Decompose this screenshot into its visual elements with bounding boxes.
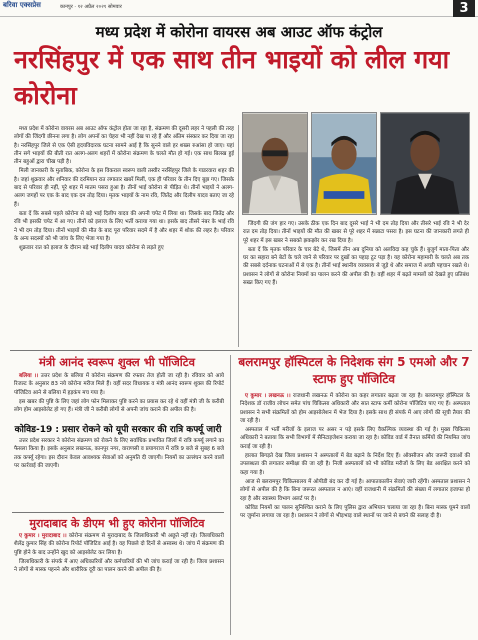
issue-date: कानपुर · १२ अप्रैल २०२१ सोमवार — [60, 4, 122, 10]
photo-brother-1 — [242, 112, 308, 215]
curfew-headline: कोविड-19 : प्रसार रोकने को यूपी सरकार की रात्रि कर्फ्यू जारी — [14, 425, 222, 435]
newspaper-logo: बरिवा एक्सप्रेस — [3, 1, 41, 9]
story-dm-body: ए कुमार । मुरादाबाद ।। कोरोना संक्रमण से मुरादाबाद के जिलाधिकारी भी अछूते नहीं रहे। जिलाधिकारी शैलेंद्र कुमार सिंह की कोरोना रिपोर्ट पॉजिटिव आई है। वह पिछले दो दिनों से अस्वस्थ थे। जांच में संक्रमण की पुष्टि होने के बाद उन्होंने खुद को आइसोलेट कर लिया है। जिलाधिकारी के संपर्क में आए अधिकारियों और कर्मचारियों की भी जांच कराई जा रही है। जिला प्रशासन ने लोगों से मास्क पहनने और शारीरिक दूरी का पालन करने की अपील की है। — [14, 533, 224, 574]
portrait-1-icon — [243, 113, 307, 214]
lead-headline: नरसिंहपुर में एक साथ तीन भाइयों को लील गया कोरोना — [14, 45, 450, 110]
curfew-body: उत्तर प्रदेश सरकार ने कोरोना संक्रमण को रोकने के लिए सर्वाधिक प्रभावित जिलों में रात्रि कर्फ्यू लगाने का फैसला किया है। इसके अनुसार लखनऊ, कानपुर नगर, वाराणसी व प्रयागराज में रात्रि 9 बजे से सुबह 6 बजे तक कर्फ्यू रहेगा। इस दौरान केवल आवश्यक सेवाओं को अनुमति दी जाएगी। नियमों का उल्लंघन करने वालों पर कार्रवाई की जाएगी। — [14, 438, 224, 469]
story-hospital-headline: बलरामपुर हॉस्पिटल के निदेशक संग 5 एमओ और 7 स्टाफ हुए पॉजिटिव — [238, 355, 470, 386]
story-dm-byline: ए कुमार । मुरादाबाद ।। — [19, 533, 67, 539]
story-hospital-byline: ए कुमार । लखनऊ ।। — [245, 393, 291, 399]
photo-brother-2 — [311, 112, 377, 215]
page-number: 3 — [453, 0, 475, 17]
column-divider-lower — [230, 355, 231, 635]
lead-body-right: जिंदगी की जंग हार गए। उसके ठीक एक दिन बाद दूसरे भाई ने भी दम तोड़ दिया और तीसरे भाई रवि ने भी देर रात दम तोड़ दिया। तीनों भाइयों की मौत की खबर से पूरे शहर में सन्नाटा पसरा है। इस घटना की जानकारी लगते ही पूरे शहर में इस खबर ने सबको झकझोर कर रख दिया है। बता दें कि मृतक परिवार के चार बेटे थे, जिसमें तीन अब दुनिया को अलविदा कह चुके हैं। बुजुर्ग माता-पिता और घर का सहारा बने बेटों के चले जाने से परिवार पर दुखों का पहाड़ टूट पड़ा है। यह कोरोना महामारी के चलते अब तक की सबसे दर्दनाक घटनाओं में से एक है। तीनों भाई स्थानीय व्यवसाय से जुड़े थे और समाज में अच्छी पहचान रखते थे। प्रशासन ने लोगों से कोरोना नियमों का पालन करने की अपील की है। वहीं शहर में बढ़ते मामलों को देखते हुए प्रतिबंध सख्त किए गए हैं। — [243, 221, 469, 287]
story-minister-headline: मंत्री आनंद स्वरूप शुक्ल भी पॉजिटिव — [39, 355, 195, 369]
story-minister-body: बलिया ।। उत्तर प्रदेश के बलिया में कोरोना संक्रमण की रफ्तार तेज होती जा रही है। रविवार को आये रिजल्ट के अनुसार 83 नये कोरोना मरीज मिले हैं। वहीं सदर विधायक व मंत्री आनंद स्वरूप शुक्ल की रिपोर्ट पॉजिटिव आने से बलिया में हड़कंप मच गया है। इस खबर की पुष्टि के लिए जहां लोग फोन मिलाकर पुष्टि करने का प्रयास कर रहे थे वहीं मंत्री जी के करीबी लोग होम आइसोलेट हो गए हैं। मंत्री जी ने करीबी लोगों से अपनी जांच कराने की अपील की है। — [14, 373, 224, 414]
masthead — [0, 0, 478, 17]
lead-kicker: मध्य प्रदेश में कोरोना वायरस अब आउट ऑफ कंट्रोल — [95, 23, 383, 41]
story-hospital-body: ए कुमार । लखनऊ ।। राजधानी लखनऊ में कोरोना का कहर लगातार बढ़ता जा रहा है। बलरामपुर हॉस्पिटल के निदेशक डॉ राजीव लोचन समेत पांच चिकित्सा अधिकारी और सात स्टाफ कर्मी कोरोना पॉजिटिव पाए गए हैं। अस्पताल प्रशासन ने सभी संक्रमितों को होम आइसोलेशन में भेज दिया है। इसके साथ ही संपर्क में आए लोगों की सूची तैयार की जा रही है। अस्पताल में भर्ती मरीजों के इलाज पर असर न पड़े इसके लिए वैकल्पिक व्यवस्था की गई है। मुख्य चिकित्सा अधिकारी ने बताया कि सभी विभागों में सैनिटाइजेशन कराया जा रहा है। कोविड वार्ड में तैनात कर्मियों की नियमित जांच कराई जा रही है। हालात बिगड़ते देख जिला प्रशासन ने अस्पतालों में बेड बढ़ाने के निर्देश दिए हैं। ऑक्सीजन और जरूरी दवाओं की उपलब्धता की लगातार समीक्षा की जा रही है। निजी अस्पतालों को भी कोविड मरीजों के लिए बेड आरक्षित करने को कहा गया है। आज से बलरामपुर चिकित्सालय में ओपीडी बंद कर दी गई है। आपातकालीन सेवाएं जारी रहेंगी। अस्पताल प्रशासन ने लोगों से अपील की है कि बिना जरूरत अस्पताल न आएं। वहीं राजधानी में संक्रमितों की संख्या में लगातार इजाफा हो रहा है और स्वास्थ्य विभाग अलर्ट पर है। कोविड नियमों का पालन सुनिश्चित कराने के लिए पुलिस द्वारा अभियान चलाया जा रहा है। बिना मास्क घूमने वालों पर जुर्माना लगाया जा रहा है। प्रशासन ने लोगों से भीड़भाड़ वाले स्थानों पर जाने से बचने की सलाह दी है। — [240, 393, 470, 520]
column-divider — [238, 125, 239, 347]
section-divider — [10, 350, 472, 351]
divider-left — [12, 512, 224, 513]
story-minister-byline: बलिया ।। — [19, 373, 39, 379]
portrait-3-icon — [381, 113, 469, 214]
photo-brother-3 — [380, 112, 470, 215]
lead-body-left: मध्य प्रदेश में कोरोना वायरस अब आउट ऑफ कंट्रोल होता जा रहा है, संक्रमण की दूसरी लहर ने पहली की तरह लोगों की जिंदगी छीनना लगा है। लोग अपनों का चेहरा भी नहीं देख पा रहे हैं और अंतिम संस्कार कर दिया जा रहा है। नरसिंहपुर जिले से एक ऐसी हृदयविदारक घटना सामने आई है कि सुनने वाले हर शख्स रुआंसा हो जाए। यहां तीन सगे भाइयों की बीती रात अलग-अलग शहरों में कोरोना संक्रमण के चलते मौत हो गई। एक साथ बिलख हुई तीन बहुओं द्वारा चीख पड़ी है। मिली जानकारी के मुताबिक, कोरोना के इस विकराल स्वरूप वाली तस्वीर नरसिंहपुर जिले के गाडरवारा शहर की है। जहां शुक्रवार और शनिवार की दरमियान रात लगातार खबरें मिलीं, एक ही परिवार के तीन दिए बुझ गए। जिसके बाद से परिवार ही नहीं, पूरे शहर में मातम पसरा हुआ है। तीनों भाई कोरोना से पीड़ित थे। तीनों भाइयों ने अलग-अलग जगहों पर एक के बाद एक दम तोड़ दिया। मृतक भाइयों के नाम रवि, जितेंद्र और दिलीप यादव बताए जा रहे हैं। बता दें कि सबसे पहले कोरोना से बड़े भाई दिलीप यादव की अपनी चपेट में लिया था। जिसके बाद जितेंद्र और रवि भी इसकी चपेट में आ गए। तीनों को इलाज के लिए भर्ती कराया गया था। इसके बाद तीसरे नंबर के भाई रवि ने भी दम तोड़ दिया। तीनों भाइयों की मौत के बाद पूरा परिवार सदमे में है और शहर में शोक की लहर है। परिवार के अन्य सदस्यों को भी जांच के लिए भेजा गया है। शुक्रवार रात को इलाज के दौरान बड़े भाई दिलीप यादव कोरोना से लड़ते हुए — [14, 126, 234, 252]
story-dm-headline: मुरादाबाद के डीएम भी हुए कोरोना पॉजिटिव — [29, 517, 205, 530]
portrait-2-icon — [312, 113, 376, 214]
